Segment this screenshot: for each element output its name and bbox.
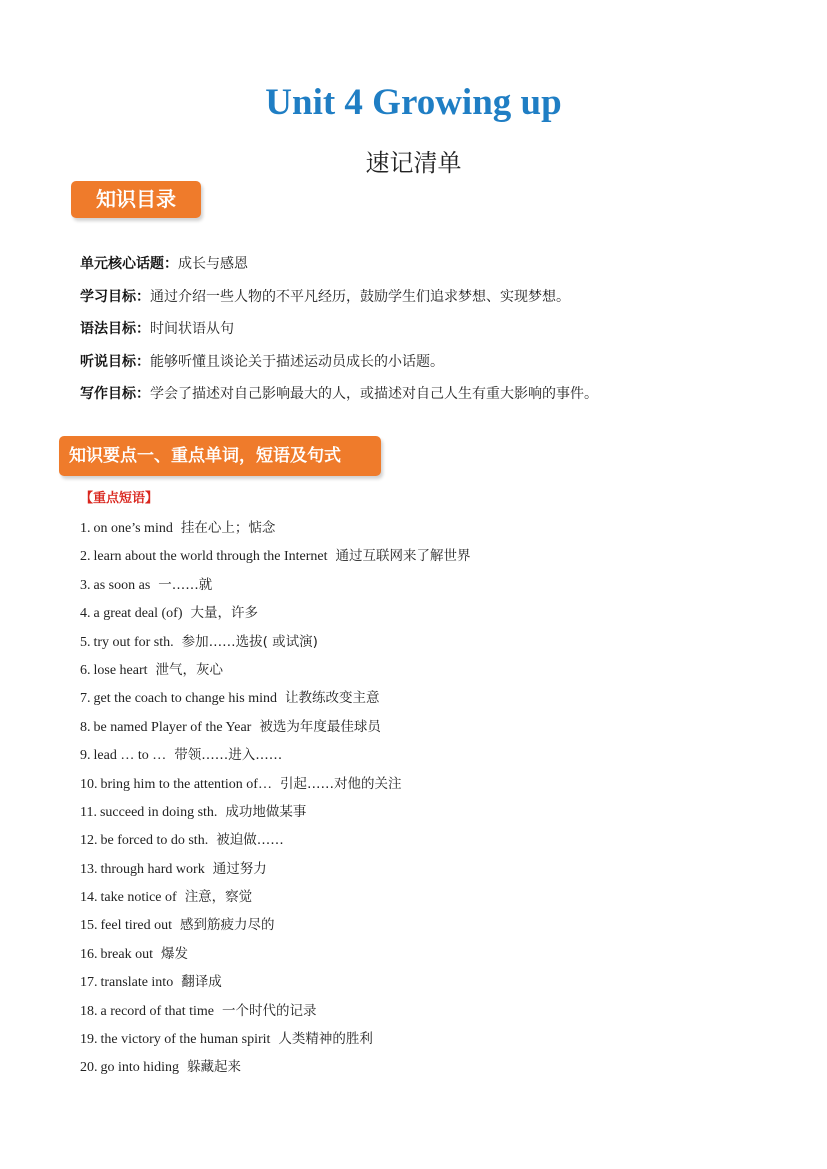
phrase-chinese: 带领……进入…… [174, 747, 283, 764]
phrase-english: lead … to … [93, 748, 167, 764]
goal-label: 学习目标： [80, 288, 150, 305]
phrase-chinese: 通过互联网来了解世界 [335, 548, 471, 565]
goal-item-writing [80, 381, 780, 414]
page-title: Unit 4 Growing up [265, 82, 562, 123]
phrase-number: 11. [80, 804, 97, 820]
phrase-english: the victory of the human spirit [100, 1032, 271, 1048]
phrase-number: 14. [80, 890, 98, 906]
goals-list [80, 251, 780, 414]
phrase-item [80, 772, 780, 800]
goal-item-learning [80, 284, 780, 317]
phrase-chinese: 挂在心上；惦念 [180, 520, 276, 536]
phrase-english: try out for sth. [93, 634, 174, 650]
phrase-item [80, 885, 780, 913]
phrase-item [80, 999, 780, 1027]
phrase-item [80, 686, 780, 714]
goal-label: 语法目标： [80, 321, 150, 337]
goal-label: 听说目标： [80, 353, 150, 370]
phrase-item [80, 544, 780, 572]
phrase-item [80, 970, 780, 998]
phrase-chinese: 被迫做…… [216, 832, 284, 849]
page-subtitle: 速记清单 [365, 149, 462, 177]
phrase-number: 16. [80, 946, 98, 962]
phrase-item [80, 601, 780, 629]
phrase-item [80, 857, 780, 885]
phrase-english: go into hiding [100, 1060, 180, 1076]
phrase-chinese: 被选为年度最佳球员 [259, 718, 381, 735]
phrase-number: 19. [80, 1032, 98, 1048]
phrase-english: be named Player of the Year [93, 719, 252, 735]
phrase-number: 20. [80, 1060, 98, 1076]
phrase-english: get the coach to change his mind [93, 691, 277, 707]
phrase-item [80, 715, 780, 743]
phrase-chinese: 大量，许多 [190, 605, 258, 622]
phrase-english: a record of that time [100, 1003, 215, 1019]
goal-text: 通过介绍一些人物的不平凡经历，鼓励学生们追求梦想、实现梦想。 [150, 288, 570, 305]
phrase-chinese: 躲藏起来 [187, 1059, 242, 1076]
phrase-chinese: 成功地做某事 [225, 803, 307, 820]
phrase-item [80, 516, 780, 544]
phrase-english: through hard work [100, 861, 205, 877]
phrase-english: feel tired out [100, 918, 173, 934]
phrase-number: 13. [80, 861, 98, 877]
phrase-english: be forced to do sth. [100, 833, 209, 849]
phrase-number: 1. [80, 521, 91, 536]
goal-text: 成长与感恩 [178, 256, 248, 272]
phrase-number: 12. [80, 833, 98, 849]
phrase-english: succeed in doing sth. [99, 804, 218, 820]
phrase-number: 9. [80, 748, 91, 764]
goal-text: 学会了描述对自己影响最大的人，或描述对自己人生有重大影响的事件。 [150, 386, 598, 402]
phrase-chinese: 翻译成 [181, 974, 222, 991]
phrase-english: learn about the world through the Internet [93, 549, 328, 565]
point1-section-tag: 知识要点一、重点单词，短语及句式 [59, 436, 381, 476]
phrase-item [80, 630, 780, 658]
phrase-english: translate into [100, 975, 174, 991]
phrase-number: 6. [80, 662, 91, 678]
phrase-english: lose heart [93, 662, 148, 678]
phrase-item [80, 658, 780, 686]
phrase-number: 4. [80, 606, 91, 622]
goal-item-grammar [80, 316, 780, 349]
phrase-item [80, 1027, 780, 1055]
phrase-english: on one’s mind [93, 521, 173, 536]
phrase-number: 7. [80, 691, 91, 707]
catalog-section-tag: 知识目录 [71, 181, 201, 218]
phrase-chinese: 通过努力 [212, 860, 267, 877]
goal-item-listening [80, 349, 780, 382]
phrase-chinese: 参加……选拔( 或试演) [181, 633, 318, 650]
phrase-item [80, 743, 780, 771]
phrase-item [80, 828, 780, 856]
phrase-item [80, 573, 780, 601]
phrase-chinese: 注意，察觉 [184, 889, 253, 906]
phrase-number: 10. [80, 776, 98, 792]
phrase-item [80, 942, 780, 970]
phrase-item [80, 913, 780, 941]
phrase-number: 8. [80, 719, 91, 735]
phrase-list [80, 516, 780, 1084]
goal-label: 写作目标： [80, 386, 150, 402]
phrase-number: 5. [80, 634, 91, 650]
phrase-english: bring him to the attention of… [100, 776, 272, 792]
phrase-chinese: 让教练改变主意 [285, 690, 380, 707]
goal-item-topic [80, 251, 780, 284]
phrase-number: 15. [80, 918, 98, 934]
phrase-chinese: 泄气，灰心 [155, 661, 224, 678]
phrase-english: as soon as [93, 577, 151, 593]
phrase-item [80, 800, 780, 828]
goal-label: 单元核心话题： [80, 256, 178, 272]
phrase-chinese: 一个时代的记录 [222, 1002, 317, 1019]
phrase-number: 17. [80, 975, 98, 991]
phrase-chinese: 引起……对他的关注 [279, 775, 402, 792]
phrase-english: break out [100, 946, 153, 962]
phrase-item [80, 1055, 780, 1083]
phrase-number: 3. [80, 577, 91, 593]
phrase-number: 2. [80, 549, 91, 565]
phrase-chinese: 感到筋疲力尽的 [180, 917, 275, 934]
phrase-english: a great deal (of) [93, 606, 183, 622]
phrase-number: 18. [80, 1003, 98, 1019]
phrase-chinese: 爆发 [160, 945, 188, 962]
phrase-chinese: 人类精神的胜利 [278, 1031, 373, 1048]
phrases-heading: 【重点短语】 [80, 491, 159, 506]
goal-text: 时间状语从句 [150, 321, 234, 337]
goal-text: 能够听懂且谈论关于描述运动员成长的小话题。 [150, 353, 444, 370]
phrase-english: take notice of [100, 890, 177, 906]
phrase-chinese: 一……就 [158, 576, 213, 593]
